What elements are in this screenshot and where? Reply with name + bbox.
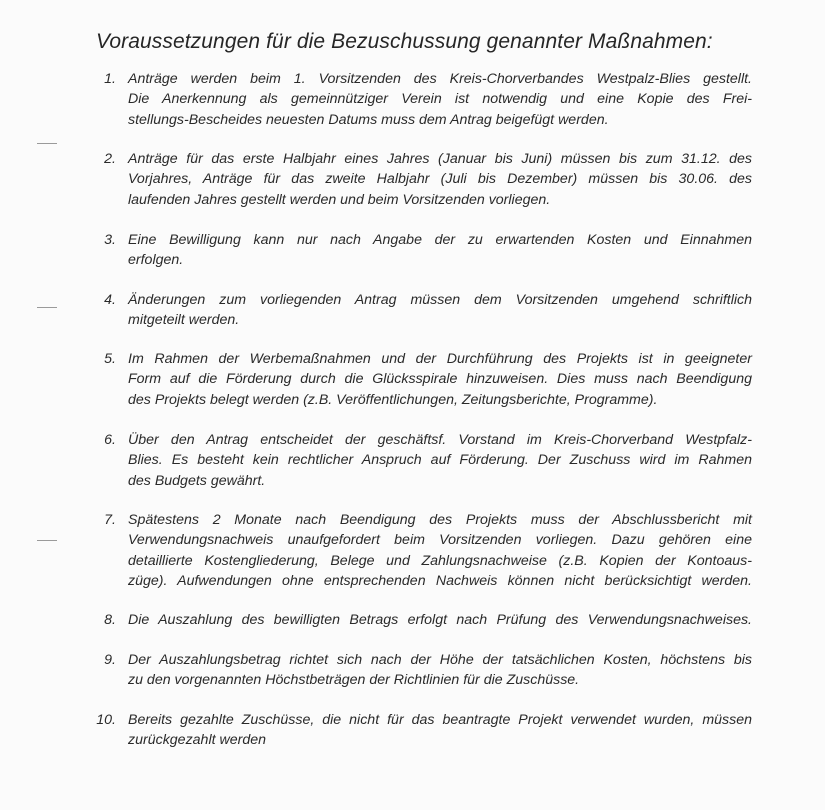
margin-mark: [37, 143, 57, 144]
item-text-line: Die Anerkennung als gemeinnütziger Verein ist notwendig und eine Kopie des Frei-: [128, 91, 752, 108]
item-number: 6.: [104, 432, 116, 448]
item-text-line: stellungs-Bescheides neuesten Datums muss dem Antrag beigefügt werden.: [128, 111, 609, 128]
item-text-line: mitgeteilt werden.: [128, 312, 240, 329]
item-text-line: erfolgen.: [128, 252, 184, 269]
item-number: 10.: [96, 712, 116, 728]
item-text-line: des Projekts belegt werden (z.B. Veröffentlichungen, Zeitungsberichte, Programme).: [128, 391, 658, 408]
item-text-line: Über den Antrag entscheidet der geschäftsf. Vorstand im Kreis-Chorverband Westpfalz-: [128, 432, 752, 448]
item-text-line: des Budgets gewährt.: [128, 472, 266, 489]
item-text-line: Der Auszahlungsbetrag richtet sich nach der Höhe der tatsächlichen Kosten, höchstens bis: [128, 652, 752, 668]
item-text-line: zu den vorgenannten Höchstbeträgen der Richtlinien für die Zuschüsse.: [128, 672, 580, 689]
item-text-line: züge). Aufwendungen ohne entsprechenden Nachweis können nicht berücksichtigt werden.: [128, 572, 752, 589]
item-number: 5.: [104, 351, 116, 367]
item-text-line: Vorjahres, Anträge für das zweite Halbjahr (Juli bis Dezember) müssen bis 30.06. des: [128, 171, 752, 188]
item-text-line: Bereits gezahlte Zuschüsse, die nicht für das beantragte Projekt verwendet wurden, müssen: [128, 712, 752, 728]
item-text-line: Die Auszahlung des bewilligten Betrags erfolgt nach Prüfung des Verwendungsnachweises.: [128, 612, 752, 628]
item-number: 9.: [104, 652, 116, 668]
item-number: 4.: [104, 292, 116, 308]
item-number: 7.: [104, 512, 116, 528]
item-text-line: Anträge für das erste Halbjahr eines Jahres (Januar bis Juni) müssen bis zum 31.12. des: [128, 151, 752, 167]
item-text-line: Eine Bewilligung kann nur nach Angabe der zu erwartenden Kosten und Einnahmen: [128, 232, 752, 248]
item-text-line: detaillierte Kostengliederung, Belege und Zahlungsnachweise (z.B. Kopien der Kontoaus-: [128, 552, 752, 569]
item-text-line: Änderungen zum vorliegenden Antrag müssen dem Vorsitzenden umgehend schriftlich: [128, 292, 752, 308]
item-number: 2.: [104, 151, 116, 167]
item-number: 8.: [104, 612, 116, 628]
item-text-line: Blies. Es besteht kein rechtlicher Anspruch auf Förderung. Der Zuschuss wird im Rahmen: [128, 452, 752, 469]
item-text-line: Anträge werden beim 1. Vorsitzenden des Kreis-Chorverbandes Westpalz-Blies gestellt.: [128, 71, 752, 87]
item-number: 3.: [104, 232, 116, 248]
item-text-line: Im Rahmen der Werbemaßnahmen und der Durchführung des Projekts ist in geeigneter: [128, 351, 752, 367]
item-text-line: Verwendungsnachweis unaufgefordert beim Vorsitzenden vorliegen. Dazu gehören eine: [128, 532, 752, 549]
margin-mark: [37, 307, 57, 308]
item-text-line: laufenden Jahres gestellt werden und beim Vorsitzenden vorliegen.: [128, 191, 551, 208]
item-number: 1.: [104, 71, 116, 87]
margin-mark: [37, 540, 57, 541]
item-text-line: zurückgezahlt werden: [128, 732, 267, 749]
item-text-line: Form auf die Förderung durch die Glücksspirale hinzuweisen. Dies muss nach Beendigung: [128, 371, 752, 388]
item-text-line: Spätestens 2 Monate nach Beendigung des Projekts muss der Abschlussbericht mit: [128, 512, 752, 528]
page-title: Voraussetzungen für die Bezuschussung genannter Maßnahmen:: [96, 30, 713, 53]
